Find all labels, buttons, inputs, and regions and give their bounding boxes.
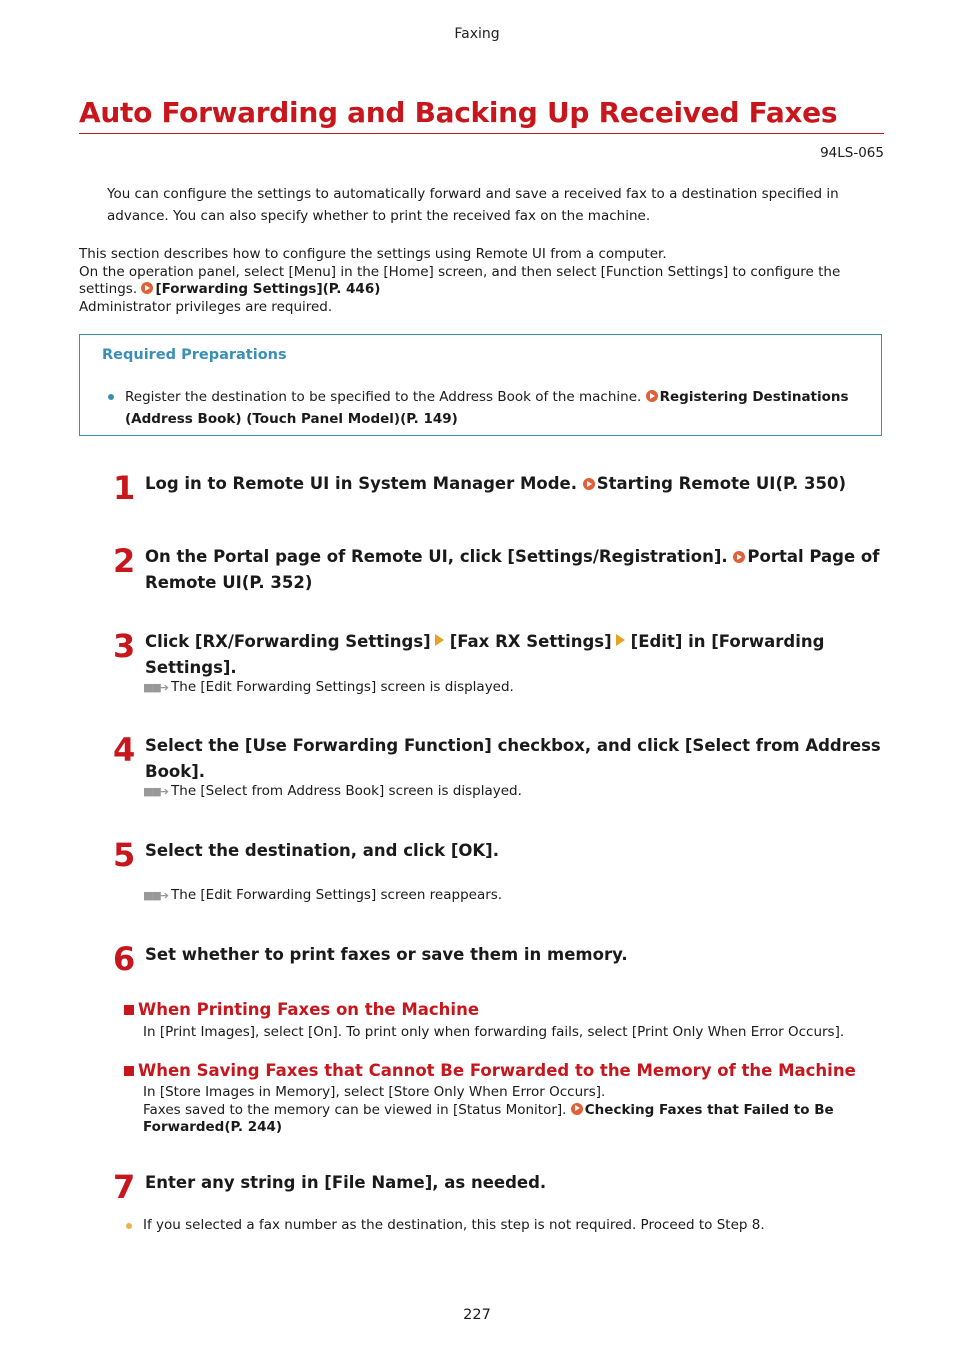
link-text: Checking Faxes that Failed to Be Forwarded(P. 244): [143, 1101, 834, 1135]
bullet-icon: [108, 394, 114, 400]
section-line-1: This section describes how to configure the settings using Remote UI from a computer.: [79, 246, 667, 262]
arrow-right-icon: [616, 634, 625, 646]
heading-text: When Printing Faxes on the Machine: [138, 1000, 480, 1019]
section-description: [79, 246, 884, 316]
page-number: 227: [463, 1307, 491, 1323]
preparations-title: Required Preparations: [102, 347, 287, 363]
link-arrow-icon: [141, 282, 153, 294]
link-text: [Forwarding Settings](P. 446): [155, 281, 381, 297]
starting-remote-ui-link[interactable]: [583, 474, 846, 493]
preparations-item: [125, 386, 855, 430]
intro-paragraph: You can configure the settings to automatically forward and save a received fax to a destination specified in advance. You can also specify whether to print the received fax on the machine.: [107, 186, 839, 224]
step-1-text: [145, 471, 885, 497]
step-1-instruction: Log in to Remote UI in System Manager Mode.: [145, 474, 578, 493]
note-bullet-icon: [126, 1223, 132, 1229]
square-bullet-icon: [124, 1066, 134, 1076]
arrow-right-icon: [435, 634, 444, 646]
result-text: The [Edit Forwarding Settings] screen reappears.: [171, 887, 503, 903]
step-5-result: [143, 887, 502, 903]
step-7-note: [143, 1217, 765, 1233]
section-line-3: Administrator privileges are required.: [79, 298, 333, 315]
step-number-4: 4: [113, 731, 136, 769]
result-arrow-icon: ■■➔: [143, 889, 168, 902]
link-arrow-icon: [571, 1103, 583, 1115]
section-line-2: [79, 264, 884, 299]
step-number-1: 1: [113, 469, 136, 507]
step-number-6: 6: [113, 940, 136, 978]
step-2-instruction: On the Portal page of Remote UI, click [Settings/Registration].: [145, 547, 728, 566]
link-arrow-icon: [646, 390, 658, 402]
result-arrow-icon: ■■➔: [143, 681, 168, 694]
link-arrow-icon: [583, 478, 595, 490]
subsection-heading-printing: [124, 1000, 479, 1019]
step-4-result: [143, 783, 522, 799]
note-text: If you selected a fax number as the destination, this step is not required. Proceed to Step 8.: [143, 1217, 765, 1233]
link-text: Registering Destinations (Address Book) (Touch Panel Model)(P. 149): [125, 389, 849, 427]
result-text: The [Edit Forwarding Settings] screen is displayed.: [171, 679, 514, 695]
page-title: Auto Forwarding and Backing Up Received Faxes: [79, 96, 884, 134]
step-3-part-2: [Fax RX Settings]: [449, 632, 612, 651]
heading-text: When Saving Faxes that Cannot Be Forwarded to the Memory of the Machine: [138, 1061, 856, 1080]
result-text: The [Select from Address Book] screen is displayed.: [171, 783, 522, 799]
step-number-2: 2: [113, 542, 136, 580]
subsection-body-saving: [143, 1084, 863, 1137]
link-text: Portal Page of Remote UI(P. 352): [145, 547, 880, 592]
step-7-text: Enter any string in [File Name], as needed.: [145, 1173, 547, 1192]
step-6-text: Set whether to print faxes or save them in memory.: [145, 945, 628, 964]
required-preparations-box: [79, 334, 882, 436]
step-number-7: 7: [113, 1168, 136, 1206]
running-header: Faxing: [454, 26, 500, 42]
document-id: 94LS-065: [820, 145, 884, 161]
step-3-text: [145, 629, 885, 681]
preparations-item-text: Register the destination to be specified to the Address Book of the machine.: [125, 389, 642, 405]
forwarding-settings-link[interactable]: [141, 281, 380, 297]
step-5-text: Select the destination, and click [OK].: [145, 841, 499, 860]
step-3-result: [143, 679, 514, 695]
saving-line-2-text: Faxes saved to the memory can be viewed in [Status Monitor].: [143, 1101, 567, 1118]
step-number-5: 5: [113, 836, 136, 874]
step-number-3: 3: [113, 627, 136, 665]
section-line-2-text: On the operation panel, select [Menu] in the [Home] screen, and then select [Function Settings] to configure the settings.: [79, 263, 841, 297]
saving-line-1: In [Store Images in Memory], select [Store Only When Error Occurs].: [143, 1084, 606, 1100]
square-bullet-icon: [124, 1005, 134, 1015]
result-arrow-icon: ■■➔: [143, 785, 168, 798]
saving-line-2: [143, 1102, 863, 1137]
subsection-heading-saving: [124, 1061, 856, 1080]
step-2-text: [145, 544, 885, 596]
link-text: Starting Remote UI(P. 350): [596, 474, 847, 493]
subsection-body-printing: In [Print Images], select [On]. To print only when forwarding fails, select [Print Only When Error Occurs].: [143, 1024, 845, 1040]
step-3-part-3: [Edit] in [Forwarding Settings].: [145, 632, 825, 677]
step-3-part-1: Click [RX/Forwarding Settings]: [145, 632, 431, 651]
link-arrow-icon: [733, 551, 745, 563]
step-4-text: Select the [Use Forwarding Function] checkbox, and click [Select from Address Book].: [145, 736, 881, 781]
